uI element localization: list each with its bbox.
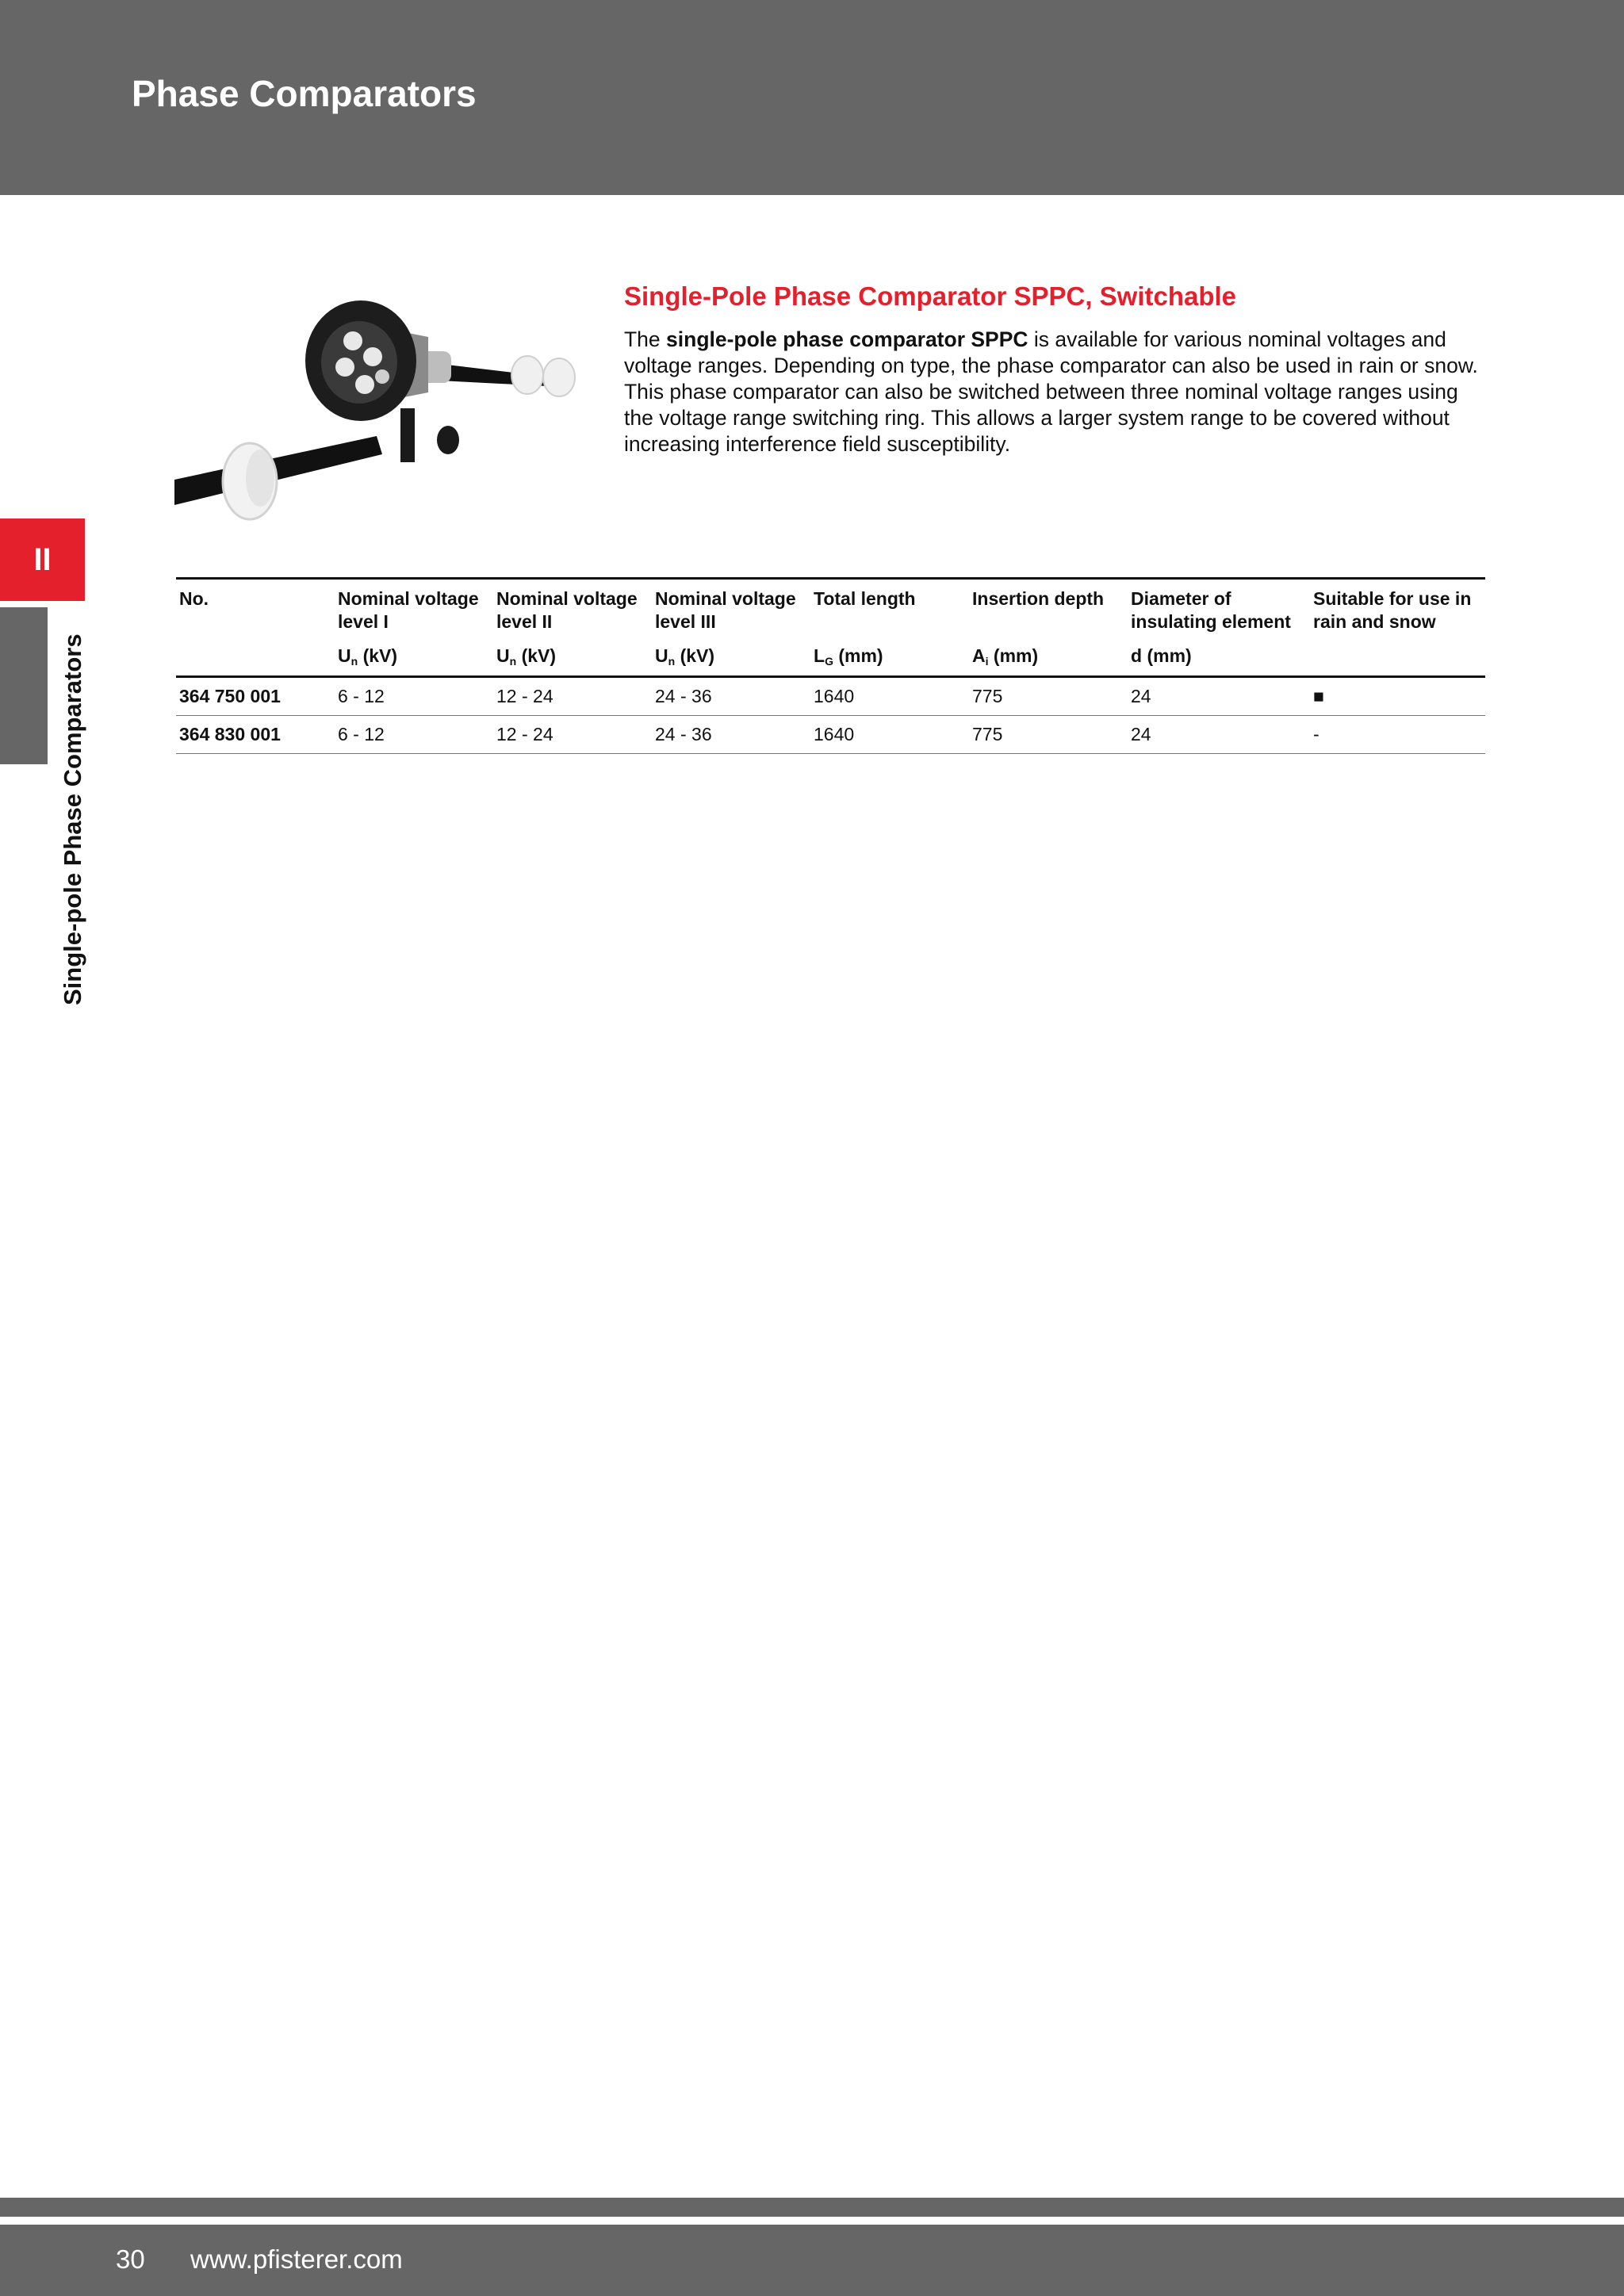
page-number: 30 xyxy=(116,2244,145,2274)
product-description xyxy=(624,327,1480,457)
unit-text: (kV) xyxy=(516,645,557,666)
table-cell: 12 - 24 xyxy=(493,677,652,716)
footer-rule xyxy=(0,2198,1624,2217)
header-cell: Nominal voltage level II xyxy=(493,579,652,634)
unit-text: (mm) xyxy=(1142,645,1192,666)
unit-cell xyxy=(493,633,652,677)
unit-subscript: n xyxy=(350,655,358,668)
article-number: 364 830 001 xyxy=(176,716,335,754)
table-row xyxy=(176,716,1485,754)
desc-post: is available for various nominal voltages and voltage ranges. Depending on type, the phase comparator can also be used in rain or snow. This phase comparator can also be switched between three nominal voltage ranges using the voltage range switching ring. This allows a larger system range to be covered without increasing interference field susceptibility. xyxy=(624,327,1478,456)
unit-text: (mm) xyxy=(988,645,1039,666)
desc-bold: single-pole phase comparator SPPC xyxy=(666,327,1028,351)
spec-table xyxy=(176,577,1485,754)
unit-text: (kV) xyxy=(675,645,715,666)
unit-text: (kV) xyxy=(358,645,398,666)
unit-symbol: L xyxy=(814,645,825,666)
unit-subscript: i xyxy=(985,655,989,668)
unit-cell xyxy=(1128,633,1310,677)
section-badge: II xyxy=(0,519,85,601)
table-cell: 6 - 12 xyxy=(335,677,493,716)
header-cell: No. xyxy=(176,579,335,634)
unit-symbol: A xyxy=(972,645,986,666)
unit-cell xyxy=(969,633,1128,677)
unit-subscript: n xyxy=(668,655,676,668)
unit-text: (mm) xyxy=(833,645,883,666)
unit-symbol: U xyxy=(655,645,668,666)
side-section-label: Single-pole Phase Comparators xyxy=(59,633,86,1005)
unit-symbol: U xyxy=(496,645,510,666)
table-row xyxy=(176,677,1485,716)
table-cell: 24 xyxy=(1128,716,1310,754)
unit-cell xyxy=(1310,633,1485,677)
table-cell: 24 - 36 xyxy=(652,677,810,716)
table-cell: 24 - 36 xyxy=(652,716,810,754)
desc-pre: The xyxy=(624,327,667,351)
page-title: Phase Comparators xyxy=(132,73,477,114)
header-cell: Nominal voltage level I xyxy=(335,579,493,634)
rain-snow-indicator: - xyxy=(1310,716,1485,754)
header-cell: Insertion depth xyxy=(969,579,1128,634)
table-cell: 24 xyxy=(1128,677,1310,716)
table-cell: 1640 xyxy=(810,716,969,754)
table-cell: 6 - 12 xyxy=(335,716,493,754)
header-cell: Diameter of insulating element xyxy=(1128,579,1310,634)
product-title: Single-Pole Phase Comparator SPPC, Switchable xyxy=(624,281,1237,311)
unit-symbol: U xyxy=(338,645,351,666)
unit-cell xyxy=(652,633,810,677)
table-cell: 775 xyxy=(969,716,1128,754)
unit-cell xyxy=(810,633,969,677)
rain-snow-indicator: ■ xyxy=(1310,677,1485,716)
table-units-row xyxy=(176,633,1485,677)
header-cell: Nominal voltage level III xyxy=(652,579,810,634)
table-header-row xyxy=(176,579,1485,634)
unit-symbol: d xyxy=(1131,645,1143,666)
unit-cell xyxy=(335,633,493,677)
header-cell: Suitable for use in rain and snow xyxy=(1310,579,1485,634)
table-cell: 1640 xyxy=(810,677,969,716)
table-cell: 12 - 24 xyxy=(493,716,652,754)
table-cell: 775 xyxy=(969,677,1128,716)
unit-subscript: n xyxy=(509,655,517,668)
unit-subscript: G xyxy=(825,655,833,668)
product-image xyxy=(174,274,579,543)
article-number: 364 750 001 xyxy=(176,677,335,716)
side-marker xyxy=(0,607,48,764)
unit-cell xyxy=(176,633,335,677)
footer-url[interactable]: www.pfisterer.com xyxy=(190,2244,403,2274)
header-cell: Total length xyxy=(810,579,969,634)
